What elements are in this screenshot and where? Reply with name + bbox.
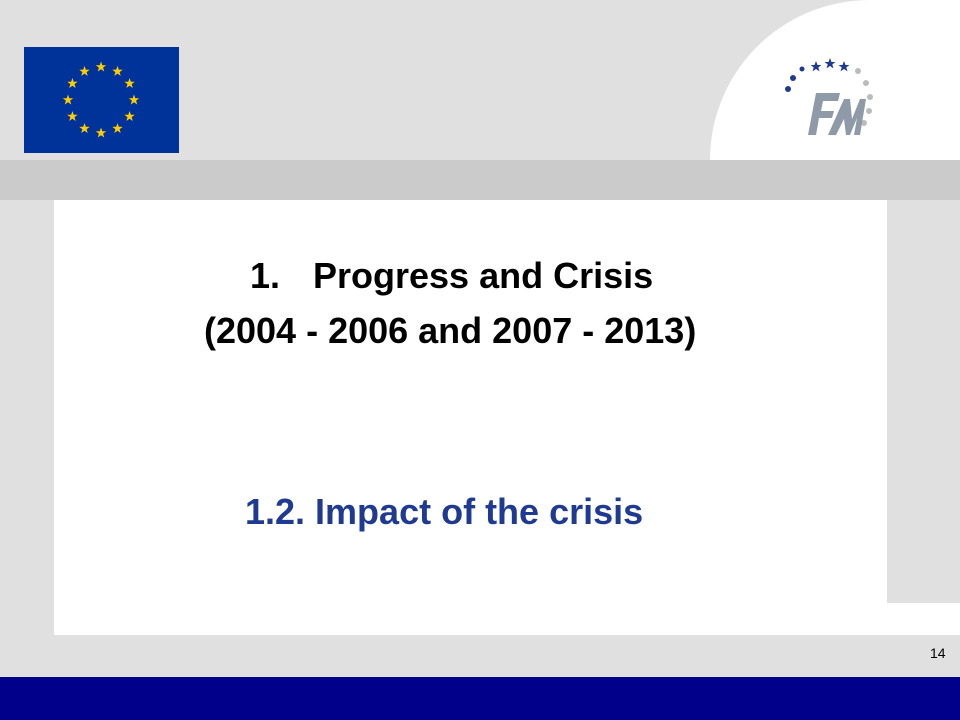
- content-corner: [887, 603, 960, 635]
- divider-band: [0, 160, 960, 200]
- slide-subtitle: 1.2. Impact of the crisis: [245, 491, 644, 532]
- title-number: 1.: [250, 255, 281, 296]
- slide-title-period: (2004 - 2006 and 2007 - 2013): [204, 310, 697, 351]
- slide-title: Progress and Crisis: [313, 255, 654, 296]
- fm-logo-icon: [780, 55, 880, 147]
- right-margin: [887, 200, 960, 603]
- bottom-bar: [0, 677, 960, 720]
- footer-band: [0, 635, 960, 677]
- left-margin: [0, 200, 54, 635]
- page-number: 14: [930, 645, 946, 661]
- eu-flag-icon: [24, 47, 179, 153]
